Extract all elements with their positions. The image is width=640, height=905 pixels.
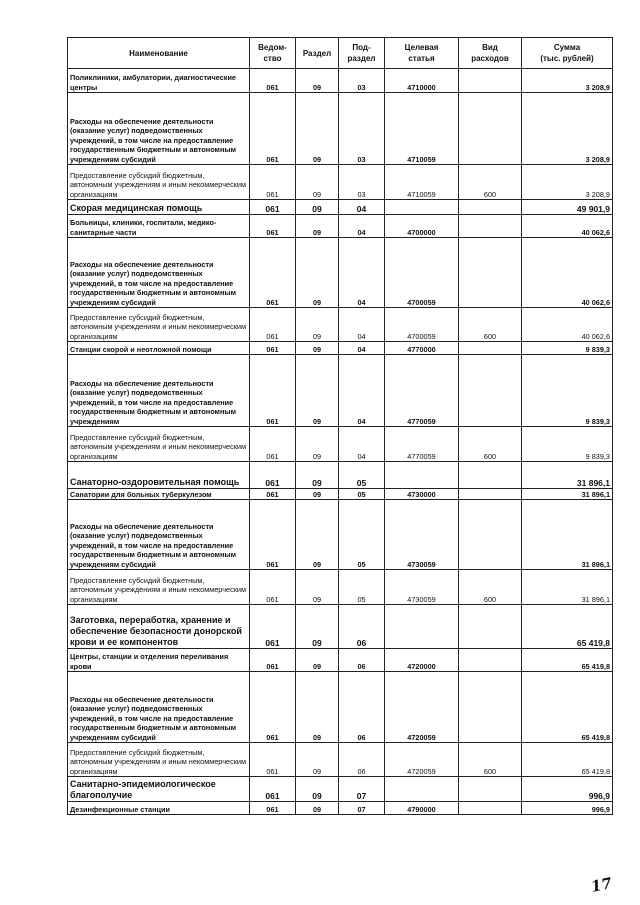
row-vid-raskhodov	[459, 649, 522, 672]
row-summa: 3 208,9	[522, 69, 613, 93]
row-vedomstvo: 061	[250, 215, 296, 238]
row-vedomstvo: 061	[250, 743, 296, 777]
row-vedomstvo: 061	[250, 777, 296, 802]
row-summa: 49 901,9	[522, 200, 613, 215]
row-vid-raskhodov	[459, 69, 522, 93]
row-vid-raskhodov: 600	[459, 427, 522, 462]
row-razdel: 09	[296, 489, 339, 500]
table-row	[68, 500, 613, 570]
table-row	[68, 308, 613, 342]
row-podrazdel: 04	[339, 355, 385, 427]
row-celevaya-statya: 4720000	[385, 649, 459, 672]
row-vid-raskhodov	[459, 355, 522, 427]
table-header-row	[68, 38, 613, 69]
row-summa: 9 839,3	[522, 355, 613, 427]
table-row	[68, 489, 613, 500]
row-razdel: 09	[296, 777, 339, 802]
row-vid-raskhodov	[459, 489, 522, 500]
row-razdel: 09	[296, 355, 339, 427]
table-row	[68, 69, 613, 93]
row-celevaya-statya: 4700000	[385, 215, 459, 238]
header-celevaya-statya: Целевая статья	[385, 38, 459, 69]
row-vid-raskhodov	[459, 200, 522, 215]
row-vedomstvo: 061	[250, 165, 296, 200]
header-podrazdel: Под- раздел	[339, 38, 385, 69]
row-celevaya-statya: 4770000	[385, 342, 459, 355]
row-summa: 996,9	[522, 802, 613, 815]
row-vid-raskhodov: 600	[459, 570, 522, 605]
row-podrazdel: 03	[339, 69, 385, 93]
page-number: 17	[589, 874, 614, 896]
row-vid-raskhodov: 600	[459, 743, 522, 777]
row-vid-raskhodov: 600	[459, 165, 522, 200]
row-celevaya-statya: 4770059	[385, 355, 459, 427]
table-row	[68, 93, 613, 165]
table-row	[68, 342, 613, 355]
table-row	[68, 777, 613, 802]
row-name: Расходы на обеспечение деятельности (оказание услуг) подведомственных учреждений, в том числе на предоставление государственным бюджетным и автономным учреждениям субсидий	[68, 93, 250, 165]
row-celevaya-statya	[385, 777, 459, 802]
row-podrazdel: 07	[339, 777, 385, 802]
table-row	[68, 672, 613, 743]
row-name: Больницы, клиники, госпитали, медико-санитарные части	[68, 215, 250, 238]
row-podrazdel: 06	[339, 672, 385, 743]
row-podrazdel: 07	[339, 802, 385, 815]
table-row	[68, 238, 613, 308]
row-name: Санаторно-оздоровительная помощь	[68, 462, 250, 489]
row-podrazdel: 05	[339, 489, 385, 500]
row-vid-raskhodov: 600	[459, 308, 522, 342]
row-name: Поликлиники, амбулатории, диагностические центры	[68, 69, 250, 93]
row-vedomstvo: 061	[250, 649, 296, 672]
row-razdel: 09	[296, 238, 339, 308]
row-celevaya-statya	[385, 605, 459, 649]
row-razdel: 09	[296, 215, 339, 238]
row-celevaya-statya: 4790000	[385, 802, 459, 815]
row-vid-raskhodov	[459, 672, 522, 743]
table-row	[68, 215, 613, 238]
row-vedomstvo: 061	[250, 462, 296, 489]
row-razdel: 09	[296, 802, 339, 815]
row-name: Скорая медицинская помощь	[68, 200, 250, 215]
row-celevaya-statya: 4730059	[385, 570, 459, 605]
row-podrazdel: 04	[339, 308, 385, 342]
row-summa: 65 419,8	[522, 649, 613, 672]
row-summa: 9 839,3	[522, 427, 613, 462]
row-summa: 31 896,1	[522, 570, 613, 605]
header-razdel: Раздел	[296, 38, 339, 69]
row-podrazdel: 04	[339, 238, 385, 308]
row-razdel: 09	[296, 308, 339, 342]
row-summa: 31 896,1	[522, 462, 613, 489]
row-summa: 3 208,9	[522, 165, 613, 200]
table-row	[68, 743, 613, 777]
row-summa: 65 419,8	[522, 672, 613, 743]
row-vedomstvo: 061	[250, 308, 296, 342]
row-razdel: 09	[296, 649, 339, 672]
row-celevaya-statya: 4710000	[385, 69, 459, 93]
row-podrazdel: 05	[339, 462, 385, 489]
row-summa: 65 419,8	[522, 743, 613, 777]
row-celevaya-statya: 4700059	[385, 308, 459, 342]
row-name: Предоставление субсидий бюджетным, автономным учреждениям и иным некоммерческим организациям	[68, 570, 250, 605]
table-row	[68, 649, 613, 672]
row-vedomstvo: 061	[250, 200, 296, 215]
table-row	[68, 570, 613, 605]
row-summa: 40 062,6	[522, 238, 613, 308]
row-celevaya-statya: 4710059	[385, 93, 459, 165]
row-razdel: 09	[296, 500, 339, 570]
table-row	[68, 355, 613, 427]
row-podrazdel: 04	[339, 342, 385, 355]
row-summa: 996,9	[522, 777, 613, 802]
row-name: Предоставление субсидий бюджетным, автономным учреждениям и иным некоммерческим организациям	[68, 165, 250, 200]
row-podrazdel: 03	[339, 165, 385, 200]
row-podrazdel: 04	[339, 215, 385, 238]
table-row	[68, 462, 613, 489]
budget-table	[67, 37, 613, 815]
row-podrazdel: 03	[339, 93, 385, 165]
row-vedomstvo: 061	[250, 93, 296, 165]
row-name: Предоставление субсидий бюджетным, автономным учреждениям и иным некоммерческим организациям	[68, 743, 250, 777]
row-summa: 40 062,6	[522, 215, 613, 238]
table-row	[68, 605, 613, 649]
row-name: Расходы на обеспечение деятельности (оказание услуг) подведомственных учреждений, в том числе на предоставление государственным бюджетным и автономным учреждениям субсидий	[68, 500, 250, 570]
row-celevaya-statya: 4720059	[385, 672, 459, 743]
row-razdel: 09	[296, 200, 339, 215]
row-summa: 65 419,8	[522, 605, 613, 649]
row-vid-raskhodov	[459, 342, 522, 355]
row-name: Заготовка, переработка, хранение и обеспечение безопасности донорской крови и ее компонентов	[68, 605, 250, 649]
row-podrazdel: 06	[339, 605, 385, 649]
row-podrazdel: 06	[339, 649, 385, 672]
row-name: Предоставление субсидий бюджетным, автономным учреждениям и иным некоммерческим организациям	[68, 427, 250, 462]
row-name: Расходы на обеспечение деятельности (оказание услуг) подведомственных учреждений, в том числе на предоставление государственным бюджетным и автономным учреждениям	[68, 355, 250, 427]
table-row	[68, 165, 613, 200]
row-celevaya-statya: 4710059	[385, 165, 459, 200]
table-row	[68, 427, 613, 462]
header-vid-raskhodov: Вид расходов	[459, 38, 522, 69]
row-razdel: 09	[296, 462, 339, 489]
row-name: Предоставление субсидий бюджетным, автономным учреждениям и иным некоммерческим организациям	[68, 308, 250, 342]
row-celevaya-statya	[385, 200, 459, 215]
row-podrazdel: 05	[339, 570, 385, 605]
row-celevaya-statya	[385, 462, 459, 489]
row-vedomstvo: 061	[250, 355, 296, 427]
row-summa: 9 839,3	[522, 342, 613, 355]
header-name: Наименование	[68, 38, 250, 69]
row-vid-raskhodov	[459, 462, 522, 489]
row-summa: 31 896,1	[522, 489, 613, 500]
row-podrazdel: 04	[339, 427, 385, 462]
row-vedomstvo: 061	[250, 427, 296, 462]
row-celevaya-statya: 4700059	[385, 238, 459, 308]
row-podrazdel: 04	[339, 200, 385, 215]
row-vid-raskhodov	[459, 238, 522, 308]
row-vedomstvo: 061	[250, 489, 296, 500]
row-name: Расходы на обеспечение деятельности (оказание услуг) подведомственных учреждений, в том числе на предоставление государственным бюджетным и автономным учреждениям субсидий	[68, 238, 250, 308]
row-celevaya-statya: 4730059	[385, 500, 459, 570]
row-summa: 31 896,1	[522, 500, 613, 570]
row-celevaya-statya: 4770059	[385, 427, 459, 462]
table-body	[68, 69, 613, 815]
row-vedomstvo: 061	[250, 342, 296, 355]
row-razdel: 09	[296, 672, 339, 743]
row-vedomstvo: 061	[250, 238, 296, 308]
row-name: Станции скорой и неотложной помощи	[68, 342, 250, 355]
header-vedomstvo: Ведом- ство	[250, 38, 296, 69]
row-podrazdel: 05	[339, 500, 385, 570]
row-razdel: 09	[296, 69, 339, 93]
row-name: Дезинфекционные станции	[68, 802, 250, 815]
row-name: Санитарно-эпидемиологическое благополучие	[68, 777, 250, 802]
row-name: Центры, станции и отделения переливания крови	[68, 649, 250, 672]
row-vid-raskhodov	[459, 500, 522, 570]
row-celevaya-statya: 4730000	[385, 489, 459, 500]
row-razdel: 09	[296, 93, 339, 165]
row-vedomstvo: 061	[250, 672, 296, 743]
row-vid-raskhodov	[459, 802, 522, 815]
row-vid-raskhodov	[459, 215, 522, 238]
table-row	[68, 802, 613, 815]
row-celevaya-statya: 4720059	[385, 743, 459, 777]
row-vedomstvo: 061	[250, 605, 296, 649]
row-vedomstvo: 061	[250, 500, 296, 570]
row-vid-raskhodov	[459, 777, 522, 802]
row-summa: 3 208,9	[522, 93, 613, 165]
row-vid-raskhodov	[459, 605, 522, 649]
header-summa: Сумма (тыс. рублей)	[522, 38, 613, 69]
row-vedomstvo: 061	[250, 570, 296, 605]
row-name: Расходы на обеспечение деятельности (оказание услуг) подведомственных учреждений, в том числе на предоставление государственным бюджетным и автономным учреждениям субсидий	[68, 672, 250, 743]
row-vid-raskhodov	[459, 93, 522, 165]
row-razdel: 09	[296, 605, 339, 649]
row-razdel: 09	[296, 570, 339, 605]
row-razdel: 09	[296, 743, 339, 777]
table-row	[68, 200, 613, 215]
row-vedomstvo: 061	[250, 69, 296, 93]
row-razdel: 09	[296, 427, 339, 462]
row-name: Санатории для больных туберкулезом	[68, 489, 250, 500]
row-razdel: 09	[296, 165, 339, 200]
row-summa: 40 062,6	[522, 308, 613, 342]
row-razdel: 09	[296, 342, 339, 355]
row-vedomstvo: 061	[250, 802, 296, 815]
row-podrazdel: 06	[339, 743, 385, 777]
